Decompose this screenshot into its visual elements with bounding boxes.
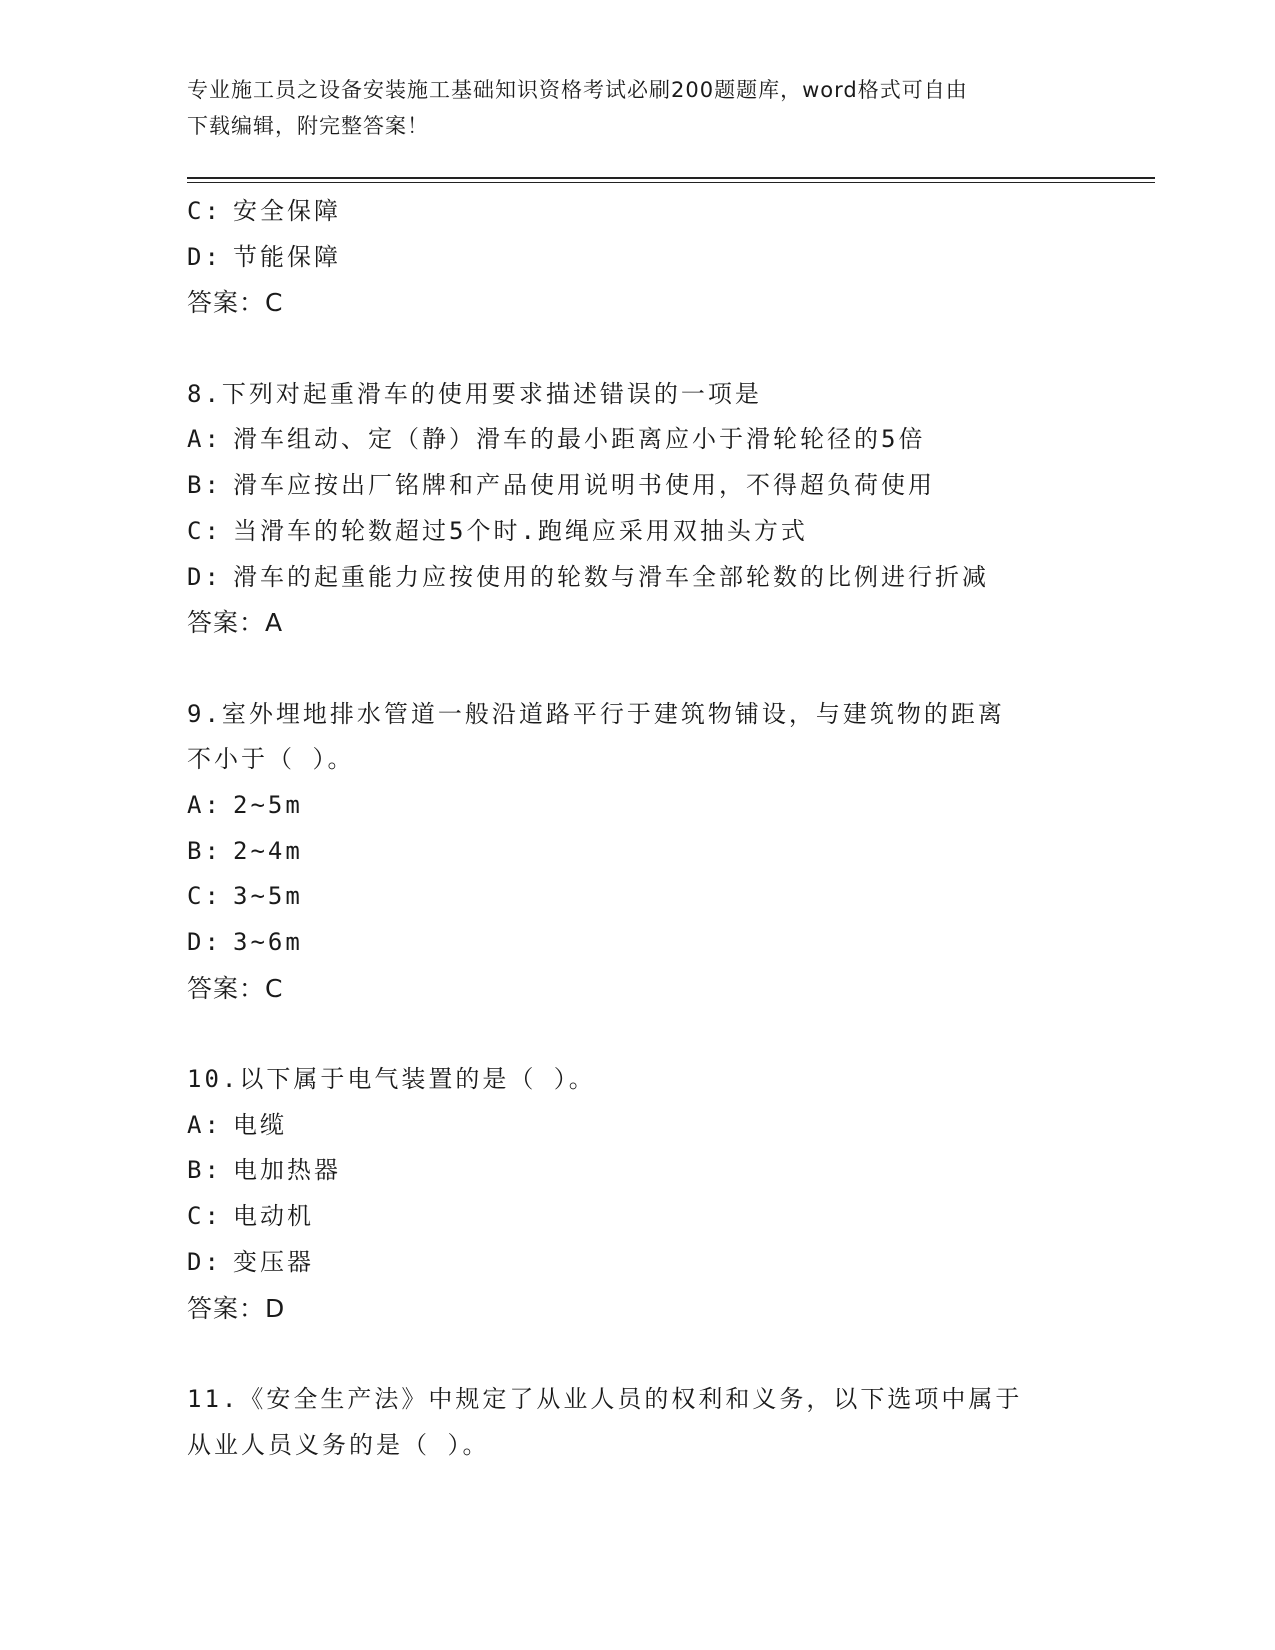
option-label: B:: [187, 836, 222, 865]
option-c: [187, 1194, 1147, 1240]
question-stem-continued: 从业人员义务的是（ ）。: [187, 1430, 490, 1459]
question-11: [187, 1377, 1147, 1468]
header-title-line-1: 专业施工员之设备安装施工基础知识资格考试必刷200题题库，word格式可自由: [187, 78, 968, 102]
spacer: [187, 1011, 1147, 1057]
spacer: [187, 1331, 1147, 1377]
option-label: D:: [187, 562, 222, 591]
option-b: [187, 1148, 1147, 1194]
answer-line: 答案：C: [187, 973, 284, 1003]
option-label: A:: [187, 790, 222, 819]
option-label: D:: [187, 928, 222, 956]
header-divider: [187, 177, 1155, 183]
question-7-tail: [187, 189, 1147, 326]
question-list: [187, 189, 1147, 1468]
option-b: [187, 463, 1147, 509]
option-text: 3~5m: [233, 882, 303, 911]
option-text: 安全保障: [233, 197, 341, 225]
option-d: [187, 1240, 1147, 1286]
option-label: D:: [187, 1247, 222, 1276]
question-stem: 10.以下属于电气装置的是（ ）。: [187, 1065, 596, 1094]
option-text: 电缆: [233, 1110, 287, 1139]
option-d: [187, 235, 1147, 281]
question-stem: 11.《安全生产法》中规定了从业人员的权利和义务，以下选项中属于: [187, 1384, 1023, 1413]
answer-line: 答案：D: [187, 1293, 286, 1323]
question-8: [187, 372, 1147, 646]
option-c: [187, 189, 1147, 235]
question-10: [187, 1057, 1147, 1331]
option-a: [187, 783, 1147, 829]
option-c: [187, 874, 1147, 920]
option-b: [187, 829, 1147, 875]
answer-line: 答案：A: [187, 608, 284, 638]
spacer: [187, 326, 1147, 372]
option-text: 滑车的起重能力应按使用的轮数与滑车全部轮数的比例进行折减: [233, 562, 989, 591]
option-label: C:: [187, 516, 222, 545]
option-label: A:: [187, 425, 222, 454]
option-text: 节能保障: [233, 242, 341, 271]
option-d: [187, 555, 1147, 601]
option-d: [187, 920, 1147, 966]
question-9: [187, 692, 1147, 1012]
option-label: C:: [187, 197, 222, 225]
question-stem: 8.下列对起重滑车的使用要求描述错误的一项是: [187, 379, 762, 408]
option-text: 电加热器: [233, 1156, 341, 1185]
option-text: 滑车应按出厂铭牌和产品使用说明书使用，不得超负荷使用: [233, 471, 935, 500]
option-text: 电动机: [233, 1202, 314, 1231]
option-text: 变压器: [233, 1247, 314, 1276]
spacer: [187, 646, 1147, 692]
question-stem: 9.室外埋地排水管道一般沿道路平行于建筑物铺设，与建筑物的距离: [187, 699, 1005, 728]
document-header: [187, 72, 1087, 144]
option-label: B:: [187, 471, 222, 500]
option-label: D:: [187, 242, 222, 271]
option-a: [187, 417, 1147, 463]
answer-line: 答案：C: [187, 288, 284, 318]
option-a: [187, 1103, 1147, 1149]
option-text: 滑车组动、定（静）滑车的最小距离应小于滑轮轮径的5倍: [233, 425, 926, 454]
option-label: C:: [187, 882, 222, 911]
option-text: 2~4m: [233, 836, 303, 865]
option-label: A:: [187, 1110, 222, 1139]
option-text: 2~5m: [233, 790, 303, 819]
option-label: C:: [187, 1202, 222, 1231]
question-stem-continued: 不小于（ ）。: [187, 745, 355, 774]
option-c: [187, 509, 1147, 555]
header-title-line-2: 下载编辑，附完整答案！: [187, 114, 429, 138]
option-text: 3~6m: [233, 928, 303, 956]
option-label: B:: [187, 1156, 222, 1185]
option-text: 当滑车的轮数超过5个时.跑绳应采用双抽头方式: [233, 516, 808, 545]
